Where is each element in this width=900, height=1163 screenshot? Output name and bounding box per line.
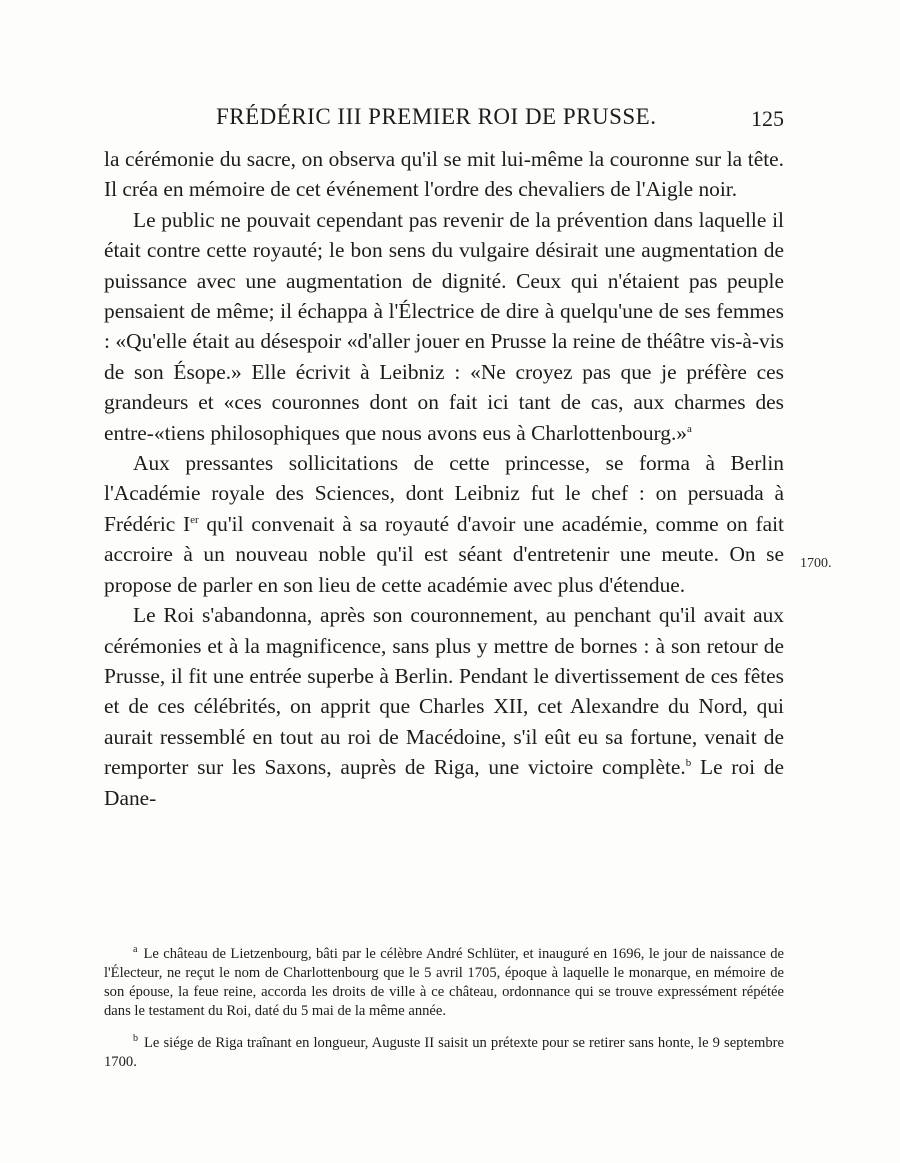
footnote-text: Le château de Lietzenbourg, bâti par le célèbre André Schlüter, et inauguré en 1696, le jour de naissance de l'Électeur, ne reçut le nom de Charlottenbourg que le 5 avril 1705, époque à laquelle le monarque, en mémoire de son épouse, la feue reine, accorda les droits de ville à ce château, ordonnance qui se trouve expressément répétée dans le testament du Roi, daté du 5 mai de la même année. [104,945,784,1019]
paragraph-3 [104,448,784,600]
body-text [104,144,784,813]
superscript-er: er [190,513,199,526]
footnote-b [104,1029,784,1072]
paragraph-text: qu'il convenait à sa royauté d'avoir une académie, comme on fait accroire à un nouveau noble qu'il est séant d'entretenir une meute. On se propose de parler en son lieu de cette académie avec plus d'étendue. [104,511,784,597]
paragraph-text: Le public ne pouvait cependant pas revenir de la prévention dans laquelle il était contre cette royauté; le bon sens du vulgaire désirait une augmentation de puissance avec une augmentation de dignité. Ceux qui n'étaient pas peuple pensaient de même; il échappa à l'Électrice de dire à quelqu'une de ses femmes : «Qu'elle était au désespoir «d'aller jouer en Prusse la reine de théâtre vis-à-vis de son Ésope.» Elle écrivit à Leibniz : «Ne croyez pas que je préfère ces grandeurs et «ces couronnes dont on fait ici tant de cas, aux charmes des entre-«tiens philosophiques que nous avons eus à Charlottenbourg.» [104,207,784,445]
paragraph-text: Aux pressantes sollicitations de cette princesse, se forma à Berlin l'Académie royale des Sciences, dont Leibniz fut le chef : on persuada à Frédéric I [104,451,784,536]
paragraph-4 [104,600,784,813]
footnote-mark: a [133,944,138,955]
footnote-ref-b[interactable]: b [685,757,692,769]
paragraph-text: la cérémonie du sacre, on observa qu'il se mit lui-même la couronne sur la tête. Il créa en mémoire de cet événement l'ordre des chevaliers de l'Aigle noir. [104,147,784,202]
footnote-mark: b [133,1032,138,1044]
footnote-a [104,940,784,1021]
footnotes [104,940,784,1080]
footnote-text: Le siége de Riga traînant en longueur, Auguste II saisit un prétexte pour se retirer sans honte, le 9 septembre 1700. [104,1034,784,1070]
margin-note-year: 1700. [800,556,832,571]
running-head [104,104,784,138]
paragraph-2 [104,205,784,448]
footnote-ref-a[interactable]: a [687,422,692,435]
page-title: FRÉDÉRIC III PREMIER ROI DE PRUSSE. [216,104,657,129]
paragraph-1 [104,144,784,205]
page-number: 125 [751,106,784,131]
paragraph-text: Le roi de Dane- [104,755,784,810]
paragraph-text: Le Roi s'abandonna, après son couronnement, au penchant qu'il avait aux cérémonies et à la magnificence, sans plus y mettre de bornes : à son retour de Prusse, il fit une entrée superbe à Berlin. Pendant le divertissement de ces fêtes et de ces célébrités, on apprit que Charles XII, cet Alexandre du Nord, qui aurait ressemblé en tout au roi de Macédoine, s'il eût eu sa fortune, venait de remporter sur les Saxons, auprès de Riga, une victoire complète. [104,603,784,780]
